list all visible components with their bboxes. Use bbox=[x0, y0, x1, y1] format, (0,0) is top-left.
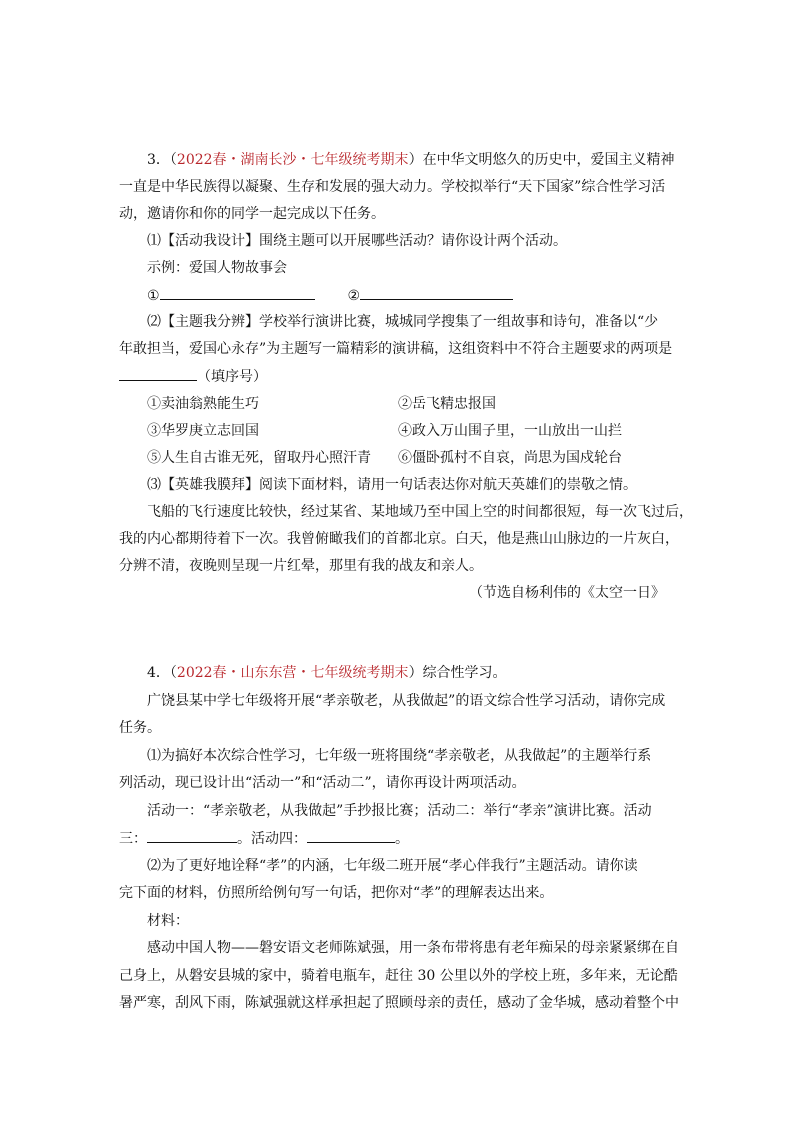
q3-option-3: ③华罗庚立志回国 bbox=[147, 423, 259, 439]
q3-part-2-a: ⑵【主题我分辨】学校举行演讲比赛，城城同学搜集了一组故事和诗句，准备以“少 bbox=[147, 314, 659, 330]
q3-part-1: ⑴【活动我设计】围绕主题可以开展哪些活动？请你设计两个活动。 bbox=[147, 233, 567, 249]
q4-activity-4-blank[interactable] bbox=[307, 828, 395, 843]
q3-header bbox=[147, 150, 675, 170]
q3-blank-2-label: ② bbox=[347, 288, 361, 304]
q3-part-2-answer-blank[interactable] bbox=[119, 366, 197, 381]
q3-option-4: ④政入万山围子里，一山放出一山拦 bbox=[398, 423, 622, 439]
q4-part-1-a: ⑴为搞好本次综合性学习，七年级一班将围绕“孝亲敬老，从我做起”的主题举行系 bbox=[147, 748, 652, 764]
q3-citation: （节选自杨利伟的《太空一日》 bbox=[469, 585, 665, 601]
q4-activities: 活动一：“孝亲敬老，从我做起”手抄报比赛；活动二：举行“孝亲”演讲比赛。活动 bbox=[147, 803, 652, 819]
q4-intro-2: 任务。 bbox=[119, 720, 161, 736]
q3-intro-1: 在中华文明悠久的历史中，爱国主义精神 bbox=[422, 152, 675, 168]
q4-part-2-a: ⑵为了更好地诠释“孝”的内涵，七年级二班开展“孝心伴我行”主题活动。请你读 bbox=[147, 858, 638, 874]
q4-part-1-b: 列活动，现已设计出“活动一”和“活动二”，请你再设计两项活动。 bbox=[119, 775, 526, 791]
q3-part-2-b: 年敢担当，爱国心永存”为主题写一篇精彩的演讲稿，这组资料中不符合主题要求的两项是 bbox=[119, 341, 673, 357]
q3-intro-2: 一直是中华民族得以凝聚、生存和发展的强大动力。学校拟举行“天下国家”综合性学习活 bbox=[119, 179, 666, 195]
q4-material-1: 感动中国人物——磐安语文老师陈斌强，用一条布带将患有老年痴呆的母亲紧紧绑在自 bbox=[147, 940, 679, 956]
q3-material-1: 飞船的飞行速度比较快，经过某省、某地域乃至中国上空的时间都很短，每一次飞过后， bbox=[147, 504, 693, 520]
q3-part-3: ⑶【英雄我膜拜】阅读下面材料，请用一句话表达你对航天英雄们的崇敬之情。 bbox=[147, 477, 637, 493]
q3-answer-blanks bbox=[147, 285, 513, 306]
q4-source-close: ） bbox=[408, 665, 423, 681]
q4-activity-3-label: 三： bbox=[119, 831, 147, 847]
q3-part-2-c bbox=[119, 366, 267, 387]
q4-intro-1: 广饶县某中学七年级将开展“孝亲敬老，从我做起”的语文综合性学习活动，请你完成 bbox=[147, 693, 666, 709]
q3-option-2: ②岳飞精忠报国 bbox=[398, 396, 496, 412]
q3-material-2: 我的内心都期待着下一次。我曾俯瞰我们的首都北京。白天，他是燕山山脉边的一片灰白， bbox=[119, 531, 679, 547]
q3-source: 2022春・湖南长沙・七年级统考期末 bbox=[176, 152, 409, 168]
q3-blank-1-label: ① bbox=[147, 288, 160, 304]
q3-source-open: （ bbox=[169, 152, 177, 168]
q4-source: 2022春・山东东营・七年级统考期末 bbox=[176, 665, 409, 681]
q3-option-6: ⑥僵卧孤村不自哀，尚思为国戍轮台 bbox=[398, 450, 622, 466]
q3-answer-blank-1[interactable] bbox=[160, 285, 315, 300]
q4-material-3: 暑严寒，刮风下雨，陈斌强就这样承担起了照顾母亲的责任，感动了金华城，感动着整个中 bbox=[119, 995, 679, 1011]
q4-title: 综合性学习。 bbox=[422, 665, 507, 681]
q4-material-label: 材料： bbox=[147, 913, 189, 929]
q3-number: 3． bbox=[147, 152, 170, 168]
q4-activity-4-label: 。活动四： bbox=[237, 831, 307, 847]
q3-option-1: ①卖油翁熟能生巧 bbox=[147, 396, 259, 412]
q4-header bbox=[147, 663, 507, 683]
q3-source-close: ） bbox=[408, 152, 423, 168]
q3-example: 示例：爱国人物故事会 bbox=[147, 260, 287, 276]
q4-activity-blanks bbox=[119, 828, 409, 849]
q4-activity-3-blank[interactable] bbox=[147, 828, 237, 843]
q3-answer-blank-2[interactable] bbox=[360, 285, 513, 300]
q4-material-2: 己身上，从磐安县城的家中，骑着电瓶车，赶往 30 公里以外的学校上班，多年来，无论酷 bbox=[119, 968, 678, 984]
q3-intro-3: 动，邀请你和你的同学一起完成以下任务。 bbox=[119, 206, 385, 222]
q4-number: 4． bbox=[147, 665, 170, 681]
q4-activity-4-end: 。 bbox=[395, 831, 409, 847]
q4-source-open: （ bbox=[169, 665, 177, 681]
q3-option-5: ⑤人生自古谁无死，留取丹心照汗青 bbox=[147, 450, 371, 466]
q3-part-2-hint: （填序号） bbox=[197, 369, 267, 385]
q3-material-3: 分辨不清，夜晚则呈现一片红晕，那里有我的战友和亲人。 bbox=[119, 558, 483, 574]
q4-part-2-b: 完下面的材料，仿照所给例句写一句话，把你对“孝”的理解表达出来。 bbox=[119, 885, 554, 901]
